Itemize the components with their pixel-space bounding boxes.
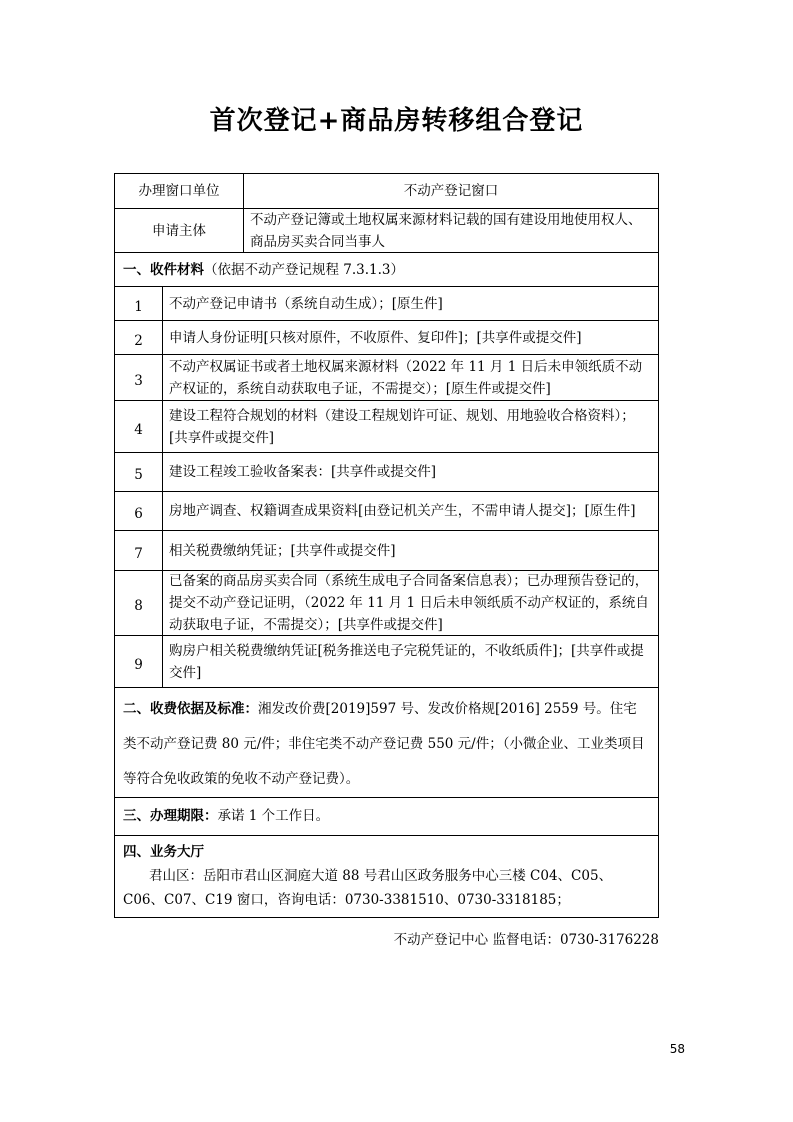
material-row bbox=[115, 320, 658, 354]
fees-text: 湘发改价费[2019]597 号、发改价格规[2016] 2559 号。住宅类不动产登记费 80 元/件；非住宅类不动产登记费 550 元/件；（小微企业、工业类项目等符合免收政策的免收不动产登记费）。 bbox=[123, 701, 645, 787]
materials-heading: 一、收件材料 bbox=[123, 262, 204, 278]
material-number: 8 bbox=[115, 571, 163, 635]
material-text: 已备案的商品房买卖合同（系统生成电子合同备案信息表）；已办理预告登记的，提交不动产登记证明，（2022 年 11 月 1 日后未申领纸质不动产权证的，系统自动获取电子证，不需提交）；[共享件或提交件] bbox=[169, 573, 649, 633]
subject-value: 不动产登记簿或土地权属来源材料记载的国有建设用地使用权人、商品房买卖合同当事人 bbox=[250, 211, 642, 250]
material-row bbox=[115, 635, 658, 687]
fees-row bbox=[115, 687, 658, 797]
material-text: 房地产调查、权籍调查成果资料[由登记机关产生，不需申请人提交]；[原生件] bbox=[169, 503, 636, 519]
unit-value: 不动产登记窗口 bbox=[403, 183, 499, 199]
material-text: 申请人身份证明[只核对原件，不收原件、复印件]；[共享件或提交件] bbox=[169, 329, 582, 346]
unit-row bbox=[115, 174, 658, 208]
materials-heading-row bbox=[115, 252, 658, 286]
material-row bbox=[115, 286, 658, 320]
material-text: 建设工程符合规划的材料（建设工程规划许可证、规划、用地验收合格资料）；[共享件或提交件] bbox=[169, 407, 635, 446]
deadline-heading: 三、办理期限： bbox=[123, 808, 218, 824]
material-row bbox=[115, 570, 658, 635]
page-number: 58 bbox=[669, 1042, 685, 1056]
material-row bbox=[115, 530, 658, 570]
hall-heading: 四、业务大厅 bbox=[123, 844, 204, 860]
fees-heading: 二、收费依据及标准： bbox=[123, 701, 258, 717]
material-number: 7 bbox=[115, 531, 163, 570]
material-number: 3 bbox=[115, 355, 163, 400]
materials-heading-note: （依据不动产登记规程 7.3.1.3） bbox=[204, 262, 405, 278]
subject-label: 申请主体 bbox=[115, 209, 244, 252]
subject-row bbox=[115, 208, 658, 252]
material-row bbox=[115, 400, 658, 452]
material-number: 2 bbox=[115, 321, 163, 354]
deadline-row bbox=[115, 797, 658, 835]
material-number: 5 bbox=[115, 453, 163, 491]
material-number: 4 bbox=[115, 401, 163, 452]
material-text: 不动产登记申请书（系统自动生成）；[原生件] bbox=[169, 295, 443, 312]
material-row bbox=[115, 354, 658, 400]
material-number: 9 bbox=[115, 636, 163, 687]
supervision-phone: 不动产登记中心 监督电话：0730-3176228 bbox=[393, 932, 659, 948]
hall-text: 君山区：岳阳市君山区洞庭大道 88 号君山区政务服务中心三楼 C04、C05、C06、C07、C19 窗口，咨询电话：0730-3381510、0730-3318185； bbox=[123, 868, 613, 908]
page-title: 首次登记+商品房转移组合登记 bbox=[209, 106, 584, 136]
material-number: 6 bbox=[115, 492, 163, 530]
procedure-table bbox=[114, 173, 659, 918]
material-number: 1 bbox=[115, 287, 163, 320]
hall-row bbox=[115, 835, 658, 917]
material-text: 建设工程竣工验收备案表：[共享件或提交件] bbox=[169, 464, 437, 480]
material-row bbox=[115, 491, 658, 530]
material-row bbox=[115, 452, 658, 491]
unit-label: 办理窗口单位 bbox=[115, 174, 244, 208]
material-text: 购房户相关税费缴纳凭证[税务推送电子完税凭证的，不收纸质件]；[共享件或提交件] bbox=[169, 642, 644, 681]
material-text: 不动产权属证书或者土地权属来源材料（2022 年 11 月 1 日后未申领纸质不动产权证的，系统自动获取电子证，不需提交）；[原生件或提交件] bbox=[169, 358, 643, 397]
material-text: 相关税费缴纳凭证；[共享件或提交件] bbox=[169, 542, 396, 559]
deadline-text: 承诺 1 个工作日。 bbox=[217, 808, 330, 824]
